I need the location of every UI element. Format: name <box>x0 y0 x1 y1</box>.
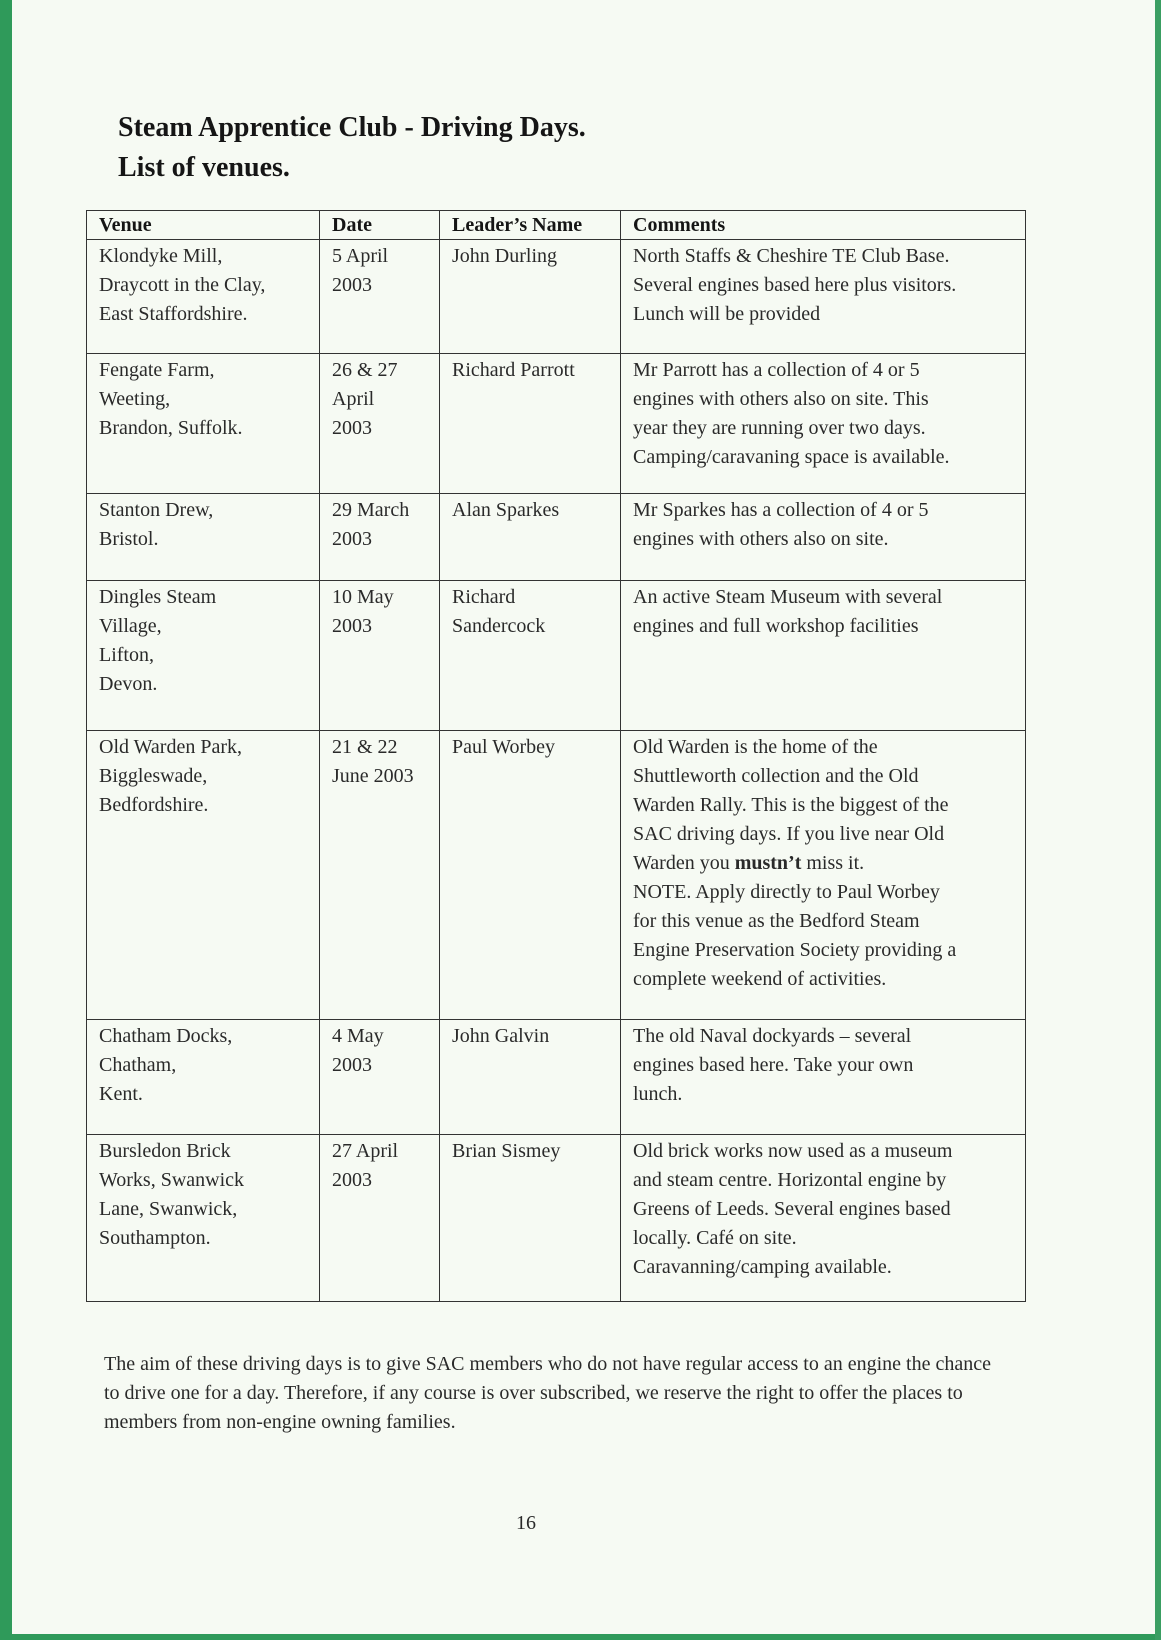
venues-table <box>86 210 1026 1302</box>
leader-text: John Galvin <box>452 1025 550 1047</box>
venue-text: Dingles Steam Village, Lifton, Devon. <box>99 586 217 695</box>
comments-text: Mr Sparkes has a collection of 4 or 5 engines with others also on site. <box>633 499 929 550</box>
venue-text: Klondyke Mill, Draycott in the Clay, East Staffordshire. <box>99 245 266 325</box>
venue-cell <box>87 494 320 581</box>
date-text: 26 & 27 April 2003 <box>332 359 398 439</box>
date-cell <box>320 1020 440 1135</box>
leader-cell <box>440 494 621 581</box>
comments-text: An active Steam Museum with several engines and full workshop facilities <box>633 586 943 637</box>
date-text: 10 May 2003 <box>332 586 394 637</box>
comments-text <box>633 733 1013 994</box>
date-text: 5 April 2003 <box>332 245 389 296</box>
leader-text: Richard Parrott <box>452 359 575 381</box>
table-row <box>87 1135 1026 1302</box>
comments-cell <box>621 731 1026 1020</box>
venue-text: Stanton Drew, Bristol. <box>99 499 214 550</box>
venue-text: Old Warden Park, Biggleswade, Bedfordshire. <box>99 736 242 816</box>
comments-text: Old brick works now used as a museum and steam centre. Horizontal engine by Greens of Leeds. Several engines based locally. Café on site. Caravanning/camping available. <box>633 1140 953 1278</box>
date-text: 4 May 2003 <box>332 1025 384 1076</box>
comments-cell <box>621 494 1026 581</box>
table-row <box>87 581 1026 731</box>
page-title-line-2: List of venues. <box>118 152 290 183</box>
date-cell <box>320 240 440 354</box>
leader-text: John Durling <box>452 245 557 267</box>
comments-cell <box>621 581 1026 731</box>
header-leader: Leader’s Name <box>440 211 621 240</box>
venue-cell <box>87 731 320 1020</box>
leader-cell <box>440 731 621 1020</box>
comments-cell <box>621 240 1026 354</box>
comments-text-part: Old Warden is the home of the Shuttleworth collection and the Old Warden Rally. This is the biggest of the SAC driving days. If you live near Old Warden you <box>633 736 949 874</box>
leader-cell <box>440 354 621 494</box>
venue-cell <box>87 1020 320 1135</box>
comments-text-part: miss it. NOTE. Apply directly to Paul Worbey for this venue as the Bedford Steam Engine Preservation Society providing a complete weekend of activities. <box>633 852 957 990</box>
header-date: Date <box>320 211 440 240</box>
page-right-edge <box>1155 0 1161 1640</box>
date-cell <box>320 731 440 1020</box>
page-title <box>118 108 586 188</box>
page-number: 16 <box>516 1512 536 1534</box>
table-row <box>87 354 1026 494</box>
header-comments: Comments <box>621 211 1026 240</box>
date-text: 27 April 2003 <box>332 1140 399 1191</box>
table-row <box>87 1020 1026 1135</box>
leader-cell <box>440 240 621 354</box>
footnote-paragraph: The aim of these driving days is to give SAC members who do not have regular access to an engine the chance to drive one for a day. Therefore, if any course is over subscribed, we reserve the right to offer the places to members from non-engine owning families. <box>104 1353 991 1433</box>
venue-text: Fengate Farm, Weeting, Brandon, Suffolk. <box>99 359 243 439</box>
comments-cell <box>621 1020 1026 1135</box>
page-title-line-1: Steam Apprentice Club - Driving Days. <box>118 112 586 143</box>
date-cell <box>320 494 440 581</box>
table-row <box>87 240 1026 354</box>
leader-cell <box>440 1135 621 1302</box>
leader-text: Paul Worbey <box>452 736 556 758</box>
comments-text: The old Naval dockyards – several engines based here. Take your own lunch. <box>633 1025 914 1105</box>
table-row <box>87 731 1026 1020</box>
table-row <box>87 494 1026 581</box>
date-text: 21 & 22 June 2003 <box>332 736 414 787</box>
date-cell <box>320 354 440 494</box>
leader-cell <box>440 1020 621 1135</box>
venue-text: Chatham Docks, Chatham, Kent. <box>99 1025 233 1105</box>
venue-cell <box>87 1135 320 1302</box>
date-text: 29 March 2003 <box>332 499 410 550</box>
venue-cell <box>87 354 320 494</box>
comments-cell <box>621 1135 1026 1302</box>
venue-cell <box>87 581 320 731</box>
venue-cell <box>87 240 320 354</box>
venue-text: Bursledon Brick Works, Swanwick Lane, Swanwick, Southampton. <box>99 1140 245 1249</box>
comments-cell <box>621 354 1026 494</box>
leader-cell <box>440 581 621 731</box>
leader-text: Richard Sandercock <box>452 586 546 637</box>
date-cell <box>320 1135 440 1302</box>
table-header-row <box>87 211 1026 240</box>
leader-text: Brian Sismey <box>452 1140 561 1162</box>
comments-text: Mr Parrott has a collection of 4 or 5 engines with others also on site. This year they are running over two days. Camping/caravaning space is available. <box>633 359 950 468</box>
comments-text: North Staffs & Cheshire TE Club Base. Several engines based here plus visitors. Lunch will be provided <box>633 245 957 325</box>
leader-text: Alan Sparkes <box>452 499 560 521</box>
date-cell <box>320 581 440 731</box>
emphasis-text: mustn’t <box>734 852 802 874</box>
header-venue: Venue <box>87 211 320 240</box>
